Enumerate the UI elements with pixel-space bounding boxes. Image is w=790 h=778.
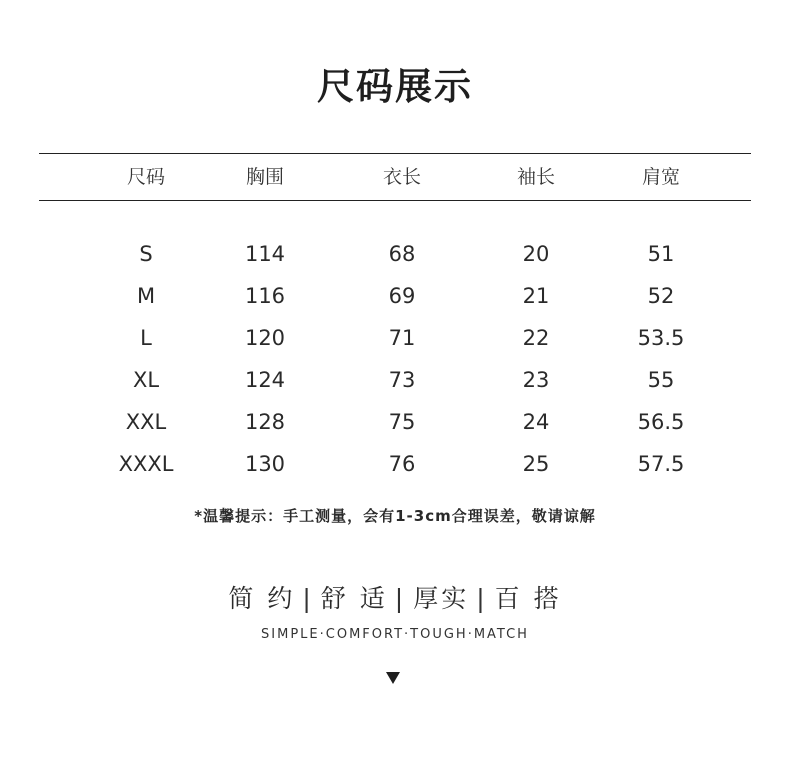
table-row xyxy=(0,281,790,311)
cell-size: XXXL xyxy=(118,452,174,476)
cell-shoulder: 53.5 xyxy=(637,326,685,350)
cell-sleeve: 20 xyxy=(522,242,550,266)
cell-sleeve: 24 xyxy=(522,410,550,434)
cell-sleeve: 23 xyxy=(522,368,550,392)
header-length: 衣长 xyxy=(382,166,421,188)
table-row xyxy=(0,365,790,395)
cell-shoulder: 52 xyxy=(647,284,675,308)
header-sleeve: 袖长 xyxy=(516,166,555,188)
page-title: 尺码展示 xyxy=(317,65,473,108)
slogan-item: 舒 适 xyxy=(320,584,388,613)
table-row xyxy=(0,449,790,479)
cell-shoulder: 57.5 xyxy=(637,452,685,476)
table-row xyxy=(0,407,790,437)
cell-shoulder: 55 xyxy=(647,368,675,392)
cell-sleeve: 21 xyxy=(522,284,550,308)
down-triangle-icon xyxy=(386,672,400,684)
slogan-separator: | xyxy=(476,584,488,613)
slogan-english: SIMPLE·COMFORT·TOUGH·MATCH xyxy=(261,627,529,642)
cell-shoulder: 56.5 xyxy=(637,410,685,434)
slogan-item: 简 约 xyxy=(228,584,296,613)
slogan-item: 百 搭 xyxy=(494,584,562,613)
cell-chest: 124 xyxy=(244,368,286,392)
table-header-row xyxy=(0,162,790,192)
cell-chest: 130 xyxy=(244,452,286,476)
cell-size: S xyxy=(139,242,153,266)
cell-length: 69 xyxy=(388,284,416,308)
cell-size: M xyxy=(136,284,156,308)
slogan-separator: | xyxy=(394,584,407,613)
cell-length: 75 xyxy=(388,410,416,434)
header-shoulder: 肩宽 xyxy=(641,166,680,188)
cell-chest: 116 xyxy=(244,284,286,308)
measurement-note: *温馨提示：手工测量，会有1-3cm合理误差，敬请谅解 xyxy=(194,507,596,525)
cell-length: 68 xyxy=(388,242,416,266)
cell-shoulder: 51 xyxy=(647,242,675,266)
cell-size: XXL xyxy=(125,410,167,434)
cell-chest: 128 xyxy=(244,410,286,434)
slogan-row xyxy=(0,579,790,615)
slogan-separator: | xyxy=(302,584,314,613)
cell-size: XL xyxy=(132,368,160,392)
header-chest: 胸围 xyxy=(245,166,284,188)
header-size: 尺码 xyxy=(126,166,165,188)
table-header-rule xyxy=(39,200,751,201)
table-row xyxy=(0,239,790,269)
cell-length: 71 xyxy=(388,326,416,350)
slogan-item: 厚实 xyxy=(413,584,470,613)
cell-chest: 120 xyxy=(244,326,286,350)
table-top-rule xyxy=(39,153,751,154)
cell-sleeve: 25 xyxy=(522,452,550,476)
cell-length: 76 xyxy=(388,452,416,476)
cell-chest: 114 xyxy=(244,242,286,266)
table-row xyxy=(0,323,790,353)
cell-length: 73 xyxy=(388,368,416,392)
cell-size: L xyxy=(140,326,152,350)
cell-sleeve: 22 xyxy=(522,326,550,350)
